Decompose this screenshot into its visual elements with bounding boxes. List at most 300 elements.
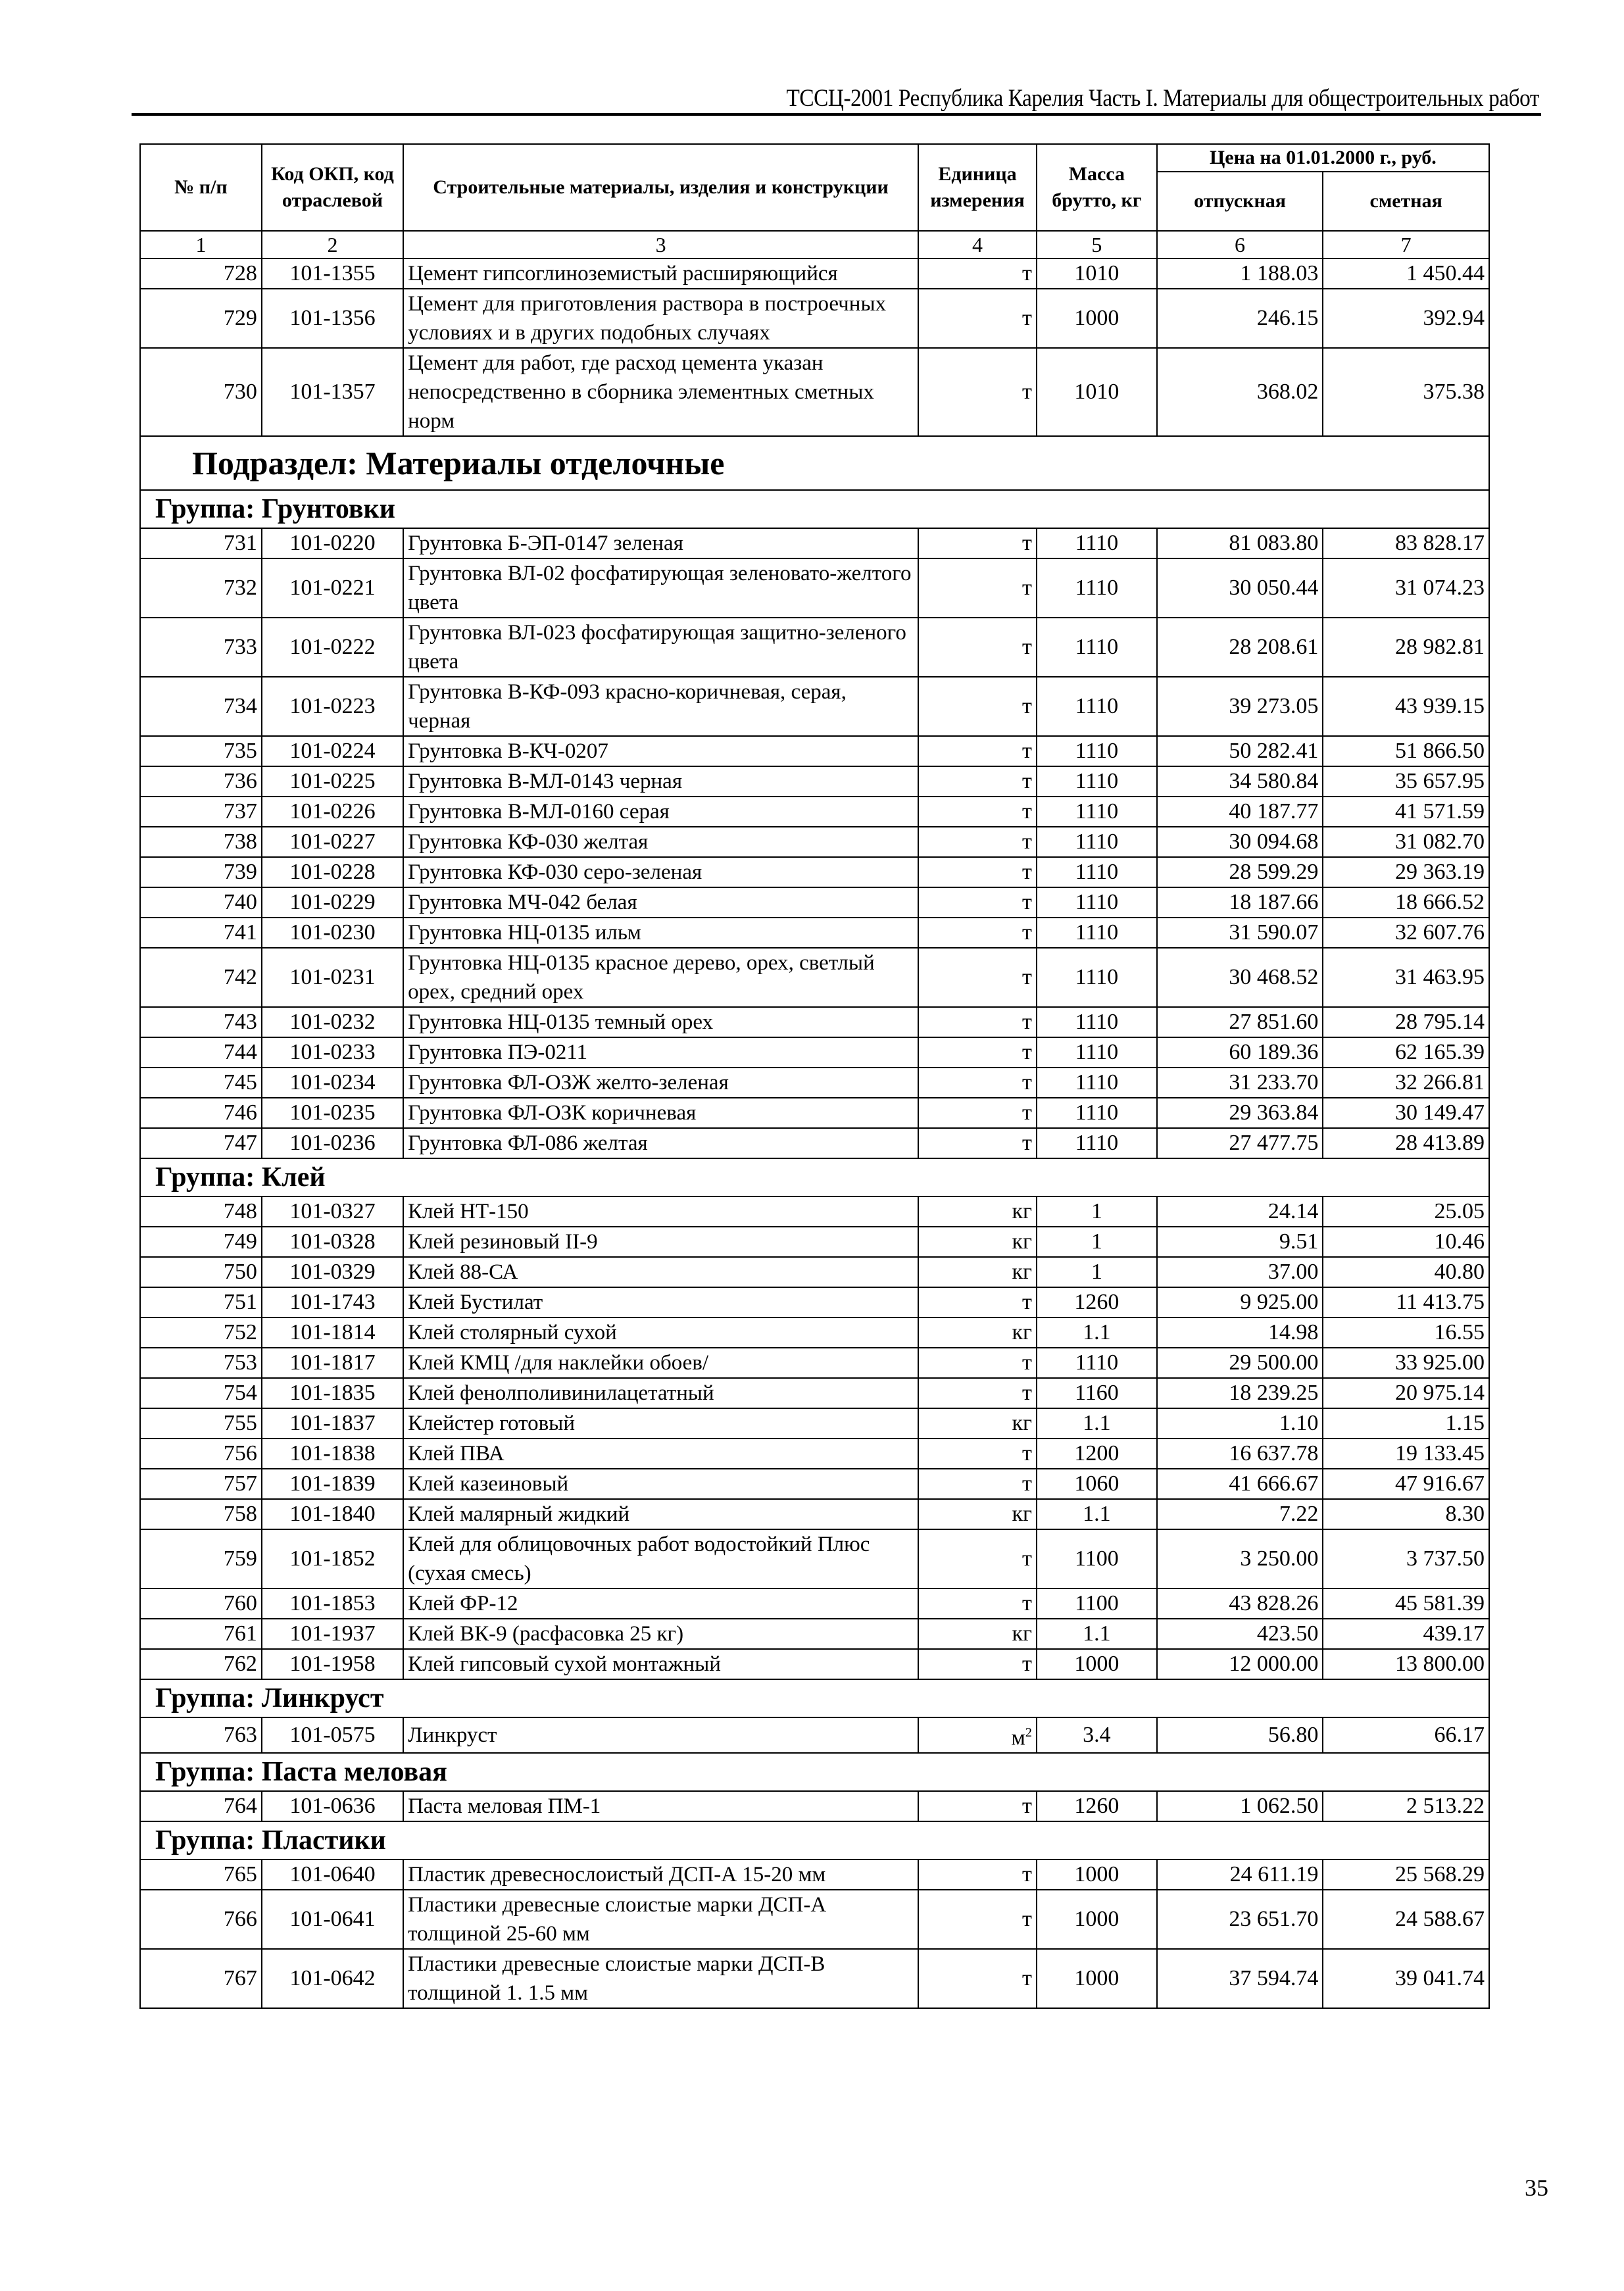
cell-num: 739 [140,857,262,887]
cell-name: Клейстер готовый [403,1408,918,1439]
cell-price-release: 39 273.05 [1157,677,1323,736]
cell-price-release: 41 666.67 [1157,1469,1323,1499]
cell-name: Грунтовка НЦ-0135 ильм [403,918,918,948]
cell-price-estimate: 1 450.44 [1323,259,1489,289]
cell-mass: 1000 [1037,289,1157,348]
cell-mass: 1.1 [1037,1318,1157,1348]
cell-price-release: 246.15 [1157,289,1323,348]
cell-price-release: 31 233.70 [1157,1068,1323,1098]
cell-num: 757 [140,1469,262,1499]
cell-mass: 1000 [1037,1860,1157,1890]
table-row [140,1791,1489,1821]
cell-price-estimate: 62 165.39 [1323,1037,1489,1068]
group-row [140,490,1489,528]
cell-name: Грунтовка НЦ-0135 красное дерево, орех, светлый орех, средний орех [403,948,918,1007]
cell-price-release: 9 925.00 [1157,1287,1323,1318]
table-row [140,1257,1489,1287]
cell-unit: т [918,1649,1037,1679]
cell-code: 101-1937 [262,1619,403,1649]
cell-price-estimate: 66.17 [1323,1717,1489,1753]
table-row [140,1499,1489,1529]
cell-name: Грунтовка В-КФ-093 красно-коричневая, серая, черная [403,677,918,736]
table-row [140,797,1489,827]
table-body [140,231,1489,2008]
cell-mass: 1110 [1037,677,1157,736]
cell-price-release: 1.10 [1157,1408,1323,1439]
cell-code: 101-0329 [262,1257,403,1287]
table-row [140,948,1489,1007]
cell-mass: 1110 [1037,1098,1157,1128]
cell-code: 101-0223 [262,677,403,736]
cell-price-estimate: 10.46 [1323,1227,1489,1257]
table-row [140,1318,1489,1348]
cell-price-release: 30 050.44 [1157,558,1323,618]
cell-num: 747 [140,1128,262,1158]
cell-price-estimate: 31 074.23 [1323,558,1489,618]
header-name: Строительные материалы, изделия и конструкции [403,144,918,231]
cell-price-estimate: 375.38 [1323,348,1489,436]
table-row [140,677,1489,736]
cell-price-release: 23 651.70 [1157,1890,1323,1949]
cell-name: Грунтовка В-МЛ-0143 черная [403,766,918,797]
cell-name: Клей резиновый II-9 [403,1227,918,1257]
cell-unit: кг [918,1499,1037,1529]
table-row [140,1098,1489,1128]
cell-price-estimate: 2 513.22 [1323,1791,1489,1821]
cell-name: Пластики древесные слоистые марки ДСП-А толщиной 25-60 мм [403,1890,918,1949]
cell-price-release: 28 599.29 [1157,857,1323,887]
cell-num: 763 [140,1717,262,1753]
header-price-release: отпускная [1157,172,1323,231]
cell-num: 748 [140,1196,262,1227]
cell-mass: 1260 [1037,1791,1157,1821]
cell-unit: т [918,1098,1037,1128]
cell-name: Клей малярный жидкий [403,1499,918,1529]
cell-code: 101-0641 [262,1890,403,1949]
cell-code: 101-0225 [262,766,403,797]
group-title: Группа: Линкруст [140,1679,1489,1717]
cell-name: Линкруст [403,1717,918,1753]
cell-unit: кг [918,1196,1037,1227]
cell-price-estimate: 11 413.75 [1323,1287,1489,1318]
colnum: 4 [918,231,1037,259]
cell-num: 734 [140,677,262,736]
cell-price-release: 27 851.60 [1157,1007,1323,1037]
cell-unit: т [918,1860,1037,1890]
cell-num: 738 [140,827,262,857]
cell-num: 762 [140,1649,262,1679]
cell-price-estimate: 8.30 [1323,1499,1489,1529]
cell-name: Клей для облицовочных работ водостойкий Плюс (сухая смесь) [403,1529,918,1589]
cell-unit: т [918,1949,1037,2008]
cell-unit: т [918,1589,1037,1619]
cell-unit: т [918,1791,1037,1821]
unit-superscript: 2 [1025,1725,1032,1740]
subsection-title: Подраздел: Материалы отделочные [140,436,1489,490]
cell-price-estimate: 3 737.50 [1323,1529,1489,1589]
cell-num: 735 [140,736,262,766]
cell-num: 759 [140,1529,262,1589]
cell-price-release: 40 187.77 [1157,797,1323,827]
cell-mass: 1110 [1037,857,1157,887]
cell-unit: т [918,797,1037,827]
header-price-estimate: сметная [1323,172,1489,231]
cell-price-estimate: 45 581.39 [1323,1589,1489,1619]
cell-mass: 1110 [1037,1007,1157,1037]
header-mass: Масса брутто, кг [1037,144,1157,231]
cell-name: Грунтовка МЧ-042 белая [403,887,918,918]
colnum: 1 [140,231,262,259]
table-row [140,1408,1489,1439]
cell-price-estimate: 30 149.47 [1323,1098,1489,1128]
cell-price-estimate: 24 588.67 [1323,1890,1489,1949]
cell-price-release: 29 363.84 [1157,1098,1323,1128]
cell-code: 101-0222 [262,618,403,677]
cell-mass: 1100 [1037,1529,1157,1589]
cell-price-estimate: 39 041.74 [1323,1949,1489,2008]
cell-price-release: 37.00 [1157,1257,1323,1287]
header-unit: Единица измерения [918,144,1037,231]
unit-text: м [1011,1725,1025,1750]
cell-num: 731 [140,528,262,558]
cell-price-release: 31 590.07 [1157,918,1323,948]
header-rule [132,113,1541,116]
cell-name: Грунтовка ПЭ-0211 [403,1037,918,1068]
cell-unit [918,1717,1037,1753]
cell-price-estimate: 40.80 [1323,1257,1489,1287]
cell-unit: кг [918,1408,1037,1439]
cell-price-release: 16 637.78 [1157,1439,1323,1469]
group-row [140,1753,1489,1791]
cell-num: 750 [140,1257,262,1287]
cell-num: 767 [140,1949,262,2008]
cell-code: 101-0575 [262,1717,403,1753]
cell-code: 101-1839 [262,1469,403,1499]
cell-price-estimate: 35 657.95 [1323,766,1489,797]
cell-num: 761 [140,1619,262,1649]
cell-num: 730 [140,348,262,436]
cell-mass: 1 [1037,1257,1157,1287]
cell-price-estimate: 28 982.81 [1323,618,1489,677]
table-row [140,1227,1489,1257]
cell-mass: 1110 [1037,887,1157,918]
cell-unit: т [918,348,1037,436]
cell-name: Клей Бустилат [403,1287,918,1318]
cell-price-release: 3 250.00 [1157,1529,1323,1589]
group-title: Группа: Грунтовки [140,490,1489,528]
table-row [140,1469,1489,1499]
cell-unit: кг [918,1318,1037,1348]
cell-price-estimate: 29 363.19 [1323,857,1489,887]
table-row [140,1439,1489,1469]
colnum: 7 [1323,231,1489,259]
table-row [140,1348,1489,1378]
cell-num: 746 [140,1098,262,1128]
cell-price-release: 30 094.68 [1157,827,1323,857]
cell-price-release: 28 208.61 [1157,618,1323,677]
cell-price-release: 27 477.75 [1157,1128,1323,1158]
table-row [140,887,1489,918]
cell-mass: 1260 [1037,1287,1157,1318]
cell-num: 745 [140,1068,262,1098]
cell-unit: т [918,1439,1037,1469]
cell-mass: 1000 [1037,1890,1157,1949]
cell-price-release: 37 594.74 [1157,1949,1323,2008]
cell-mass: 1110 [1037,528,1157,558]
cell-price-estimate: 33 925.00 [1323,1348,1489,1378]
cell-price-estimate: 28 413.89 [1323,1128,1489,1158]
table-row [140,1890,1489,1949]
cell-mass: 1 [1037,1196,1157,1227]
cell-price-estimate: 16.55 [1323,1318,1489,1348]
cell-price-release: 24 611.19 [1157,1860,1323,1890]
cell-mass: 1010 [1037,348,1157,436]
cell-code: 101-1357 [262,348,403,436]
cell-mass: 1110 [1037,1037,1157,1068]
cell-num: 755 [140,1408,262,1439]
cell-code: 101-1356 [262,289,403,348]
cell-mass: 1110 [1037,766,1157,797]
cell-unit: т [918,618,1037,677]
cell-code: 101-1835 [262,1378,403,1408]
cell-name: Клей НТ-150 [403,1196,918,1227]
cell-name: Клей КМЦ /для наклейки обоев/ [403,1348,918,1378]
cell-num: 751 [140,1287,262,1318]
cell-mass: 1200 [1037,1439,1157,1469]
cell-mass: 1110 [1037,827,1157,857]
cell-num: 729 [140,289,262,348]
cell-code: 101-1817 [262,1348,403,1378]
table-row [140,736,1489,766]
cell-unit: т [918,1529,1037,1589]
cell-code: 101-0642 [262,1949,403,2008]
cell-name: Паста меловая ПМ-1 [403,1791,918,1821]
cell-price-release: 14.98 [1157,1318,1323,1348]
cell-price-estimate: 43 939.15 [1323,677,1489,736]
table-row [140,1529,1489,1589]
group-row [140,1158,1489,1196]
cell-unit: т [918,289,1037,348]
cell-name: Грунтовка В-МЛ-0160 серая [403,797,918,827]
cell-code: 101-1852 [262,1529,403,1589]
cell-code: 101-0230 [262,918,403,948]
cell-price-release: 60 189.36 [1157,1037,1323,1068]
cell-code: 101-0233 [262,1037,403,1068]
subsection-row [140,436,1489,490]
cell-price-estimate: 32 266.81 [1323,1068,1489,1098]
cell-name: Грунтовка ФЛ-ОЗК коричневая [403,1098,918,1128]
cell-num: 728 [140,259,262,289]
cell-mass: 1.1 [1037,1408,1157,1439]
header-num: № п/п [140,144,262,231]
cell-mass: 1100 [1037,1589,1157,1619]
table-row [140,1007,1489,1037]
cell-name: Грунтовка В-КЧ-0207 [403,736,918,766]
cell-name: Грунтовка ФЛ-ОЗЖ желто-зеленая [403,1068,918,1098]
cell-name: Грунтовка ВЛ-023 фосфатирующая защитно-зеленого цвета [403,618,918,677]
cell-price-release: 423.50 [1157,1619,1323,1649]
group-row [140,1821,1489,1860]
cell-unit: т [918,1348,1037,1378]
cell-code: 101-1958 [262,1649,403,1679]
cell-num: 742 [140,948,262,1007]
cell-mass: 1000 [1037,1949,1157,2008]
table-row [140,1128,1489,1158]
cell-code: 101-0226 [262,797,403,827]
cell-name: Грунтовка КФ-030 серо-зеленая [403,857,918,887]
cell-price-estimate: 392.94 [1323,289,1489,348]
cell-code: 101-0236 [262,1128,403,1158]
group-title: Группа: Пластики [140,1821,1489,1860]
cell-unit: т [918,948,1037,1007]
cell-name: Грунтовка КФ-030 желтая [403,827,918,857]
cell-price-estimate: 18 666.52 [1323,887,1489,918]
cell-price-release: 43 828.26 [1157,1589,1323,1619]
cell-code: 101-0640 [262,1860,403,1890]
colnum: 2 [262,231,403,259]
cell-mass: 1.1 [1037,1619,1157,1649]
cell-name: Клей казеиновый [403,1469,918,1499]
cell-price-estimate: 47 916.67 [1323,1469,1489,1499]
cell-name: Клей ПВА [403,1439,918,1469]
cell-name: Цемент гипсоглиноземистый расширяющийся [403,259,918,289]
cell-price-release: 1 062.50 [1157,1791,1323,1821]
cell-unit: т [918,736,1037,766]
table-row [140,1068,1489,1098]
cell-num: 744 [140,1037,262,1068]
cell-mass: 1010 [1037,259,1157,289]
cell-num: 740 [140,887,262,918]
cell-price-estimate: 83 828.17 [1323,528,1489,558]
cell-unit: т [918,1007,1037,1037]
cell-code: 101-1743 [262,1287,403,1318]
cell-code: 101-0235 [262,1098,403,1128]
price-table [139,143,1490,2009]
table-row [140,558,1489,618]
cell-name: Клей 88-СА [403,1257,918,1287]
cell-price-estimate: 31 082.70 [1323,827,1489,857]
cell-price-release: 1 188.03 [1157,259,1323,289]
cell-price-estimate: 41 571.59 [1323,797,1489,827]
cell-price-release: 30 468.52 [1157,948,1323,1007]
cell-price-release: 29 500.00 [1157,1348,1323,1378]
table-row [140,618,1489,677]
cell-code: 101-1853 [262,1589,403,1619]
cell-num: 752 [140,1318,262,1348]
page-header: ТССЦ-2001 Республика Карелия Часть I. Материалы для общестроительных работ [786,85,1539,112]
cell-mass: 3.4 [1037,1717,1157,1753]
cell-mass: 1110 [1037,1348,1157,1378]
cell-num: 736 [140,766,262,797]
cell-name: Клей столярный сухой [403,1318,918,1348]
table-row [140,1589,1489,1619]
cell-mass: 1110 [1037,1128,1157,1158]
cell-num: 760 [140,1589,262,1619]
cell-num: 764 [140,1791,262,1821]
table-row [140,259,1489,289]
cell-mass: 1060 [1037,1469,1157,1499]
cell-price-release: 368.02 [1157,348,1323,436]
cell-unit: кг [918,1619,1037,1649]
group-row [140,1679,1489,1717]
cell-unit: т [918,259,1037,289]
cell-code: 101-0636 [262,1791,403,1821]
cell-code: 101-1814 [262,1318,403,1348]
cell-mass: 1110 [1037,948,1157,1007]
cell-price-estimate: 25 568.29 [1323,1860,1489,1890]
cell-unit: т [918,1378,1037,1408]
cell-name: Грунтовка НЦ-0135 темный орех [403,1007,918,1037]
cell-mass: 1 [1037,1227,1157,1257]
cell-code: 101-0229 [262,887,403,918]
cell-mass: 1110 [1037,918,1157,948]
colnum: 6 [1157,231,1323,259]
table-row [140,289,1489,348]
cell-unit: т [918,766,1037,797]
cell-mass: 1000 [1037,1649,1157,1679]
table-row [140,1649,1489,1679]
cell-num: 749 [140,1227,262,1257]
cell-mass: 1160 [1037,1378,1157,1408]
cell-price-estimate: 31 463.95 [1323,948,1489,1007]
cell-unit: т [918,918,1037,948]
table-row [140,1037,1489,1068]
cell-code: 101-1838 [262,1439,403,1469]
cell-unit: т [918,887,1037,918]
cell-name: Клей фенолполивинилацетатный [403,1378,918,1408]
cell-price-estimate: 32 607.76 [1323,918,1489,948]
cell-price-release: 24.14 [1157,1196,1323,1227]
cell-price-release: 12 000.00 [1157,1649,1323,1679]
cell-price-estimate: 1.15 [1323,1408,1489,1439]
cell-unit: т [918,1287,1037,1318]
cell-price-release: 56.80 [1157,1717,1323,1753]
cell-name: Пластики древесные слоистые марки ДСП-В толщиной 1. 1.5 мм [403,1949,918,2008]
cell-code: 101-0227 [262,827,403,857]
cell-num: 732 [140,558,262,618]
cell-unit: т [918,528,1037,558]
colnum: 5 [1037,231,1157,259]
cell-price-estimate: 25.05 [1323,1196,1489,1227]
group-title: Группа: Клей [140,1158,1489,1196]
cell-unit: т [918,1037,1037,1068]
cell-mass: 1110 [1037,558,1157,618]
cell-unit: т [918,558,1037,618]
cell-price-estimate: 28 795.14 [1323,1007,1489,1037]
cell-unit: т [918,1068,1037,1098]
cell-name: Клей ВК-9 (расфасовка 25 кг) [403,1619,918,1649]
cell-code: 101-0220 [262,528,403,558]
header-code: Код ОКП, код отраслевой [262,144,403,231]
cell-num: 743 [140,1007,262,1037]
cell-num: 733 [140,618,262,677]
table-row [140,827,1489,857]
cell-code: 101-1837 [262,1408,403,1439]
cell-unit: кг [918,1257,1037,1287]
cell-price-estimate: 20 975.14 [1323,1378,1489,1408]
cell-code: 101-0224 [262,736,403,766]
table-row [140,1949,1489,2008]
cell-num: 766 [140,1890,262,1949]
table-row [140,1717,1489,1753]
cell-name: Грунтовка ФЛ-086 желтая [403,1128,918,1158]
cell-mass: 1.1 [1037,1499,1157,1529]
cell-code: 101-0327 [262,1196,403,1227]
cell-mass: 1110 [1037,618,1157,677]
cell-name: Грунтовка Б-ЭП-0147 зеленая [403,528,918,558]
cell-code: 101-0234 [262,1068,403,1098]
cell-num: 737 [140,797,262,827]
